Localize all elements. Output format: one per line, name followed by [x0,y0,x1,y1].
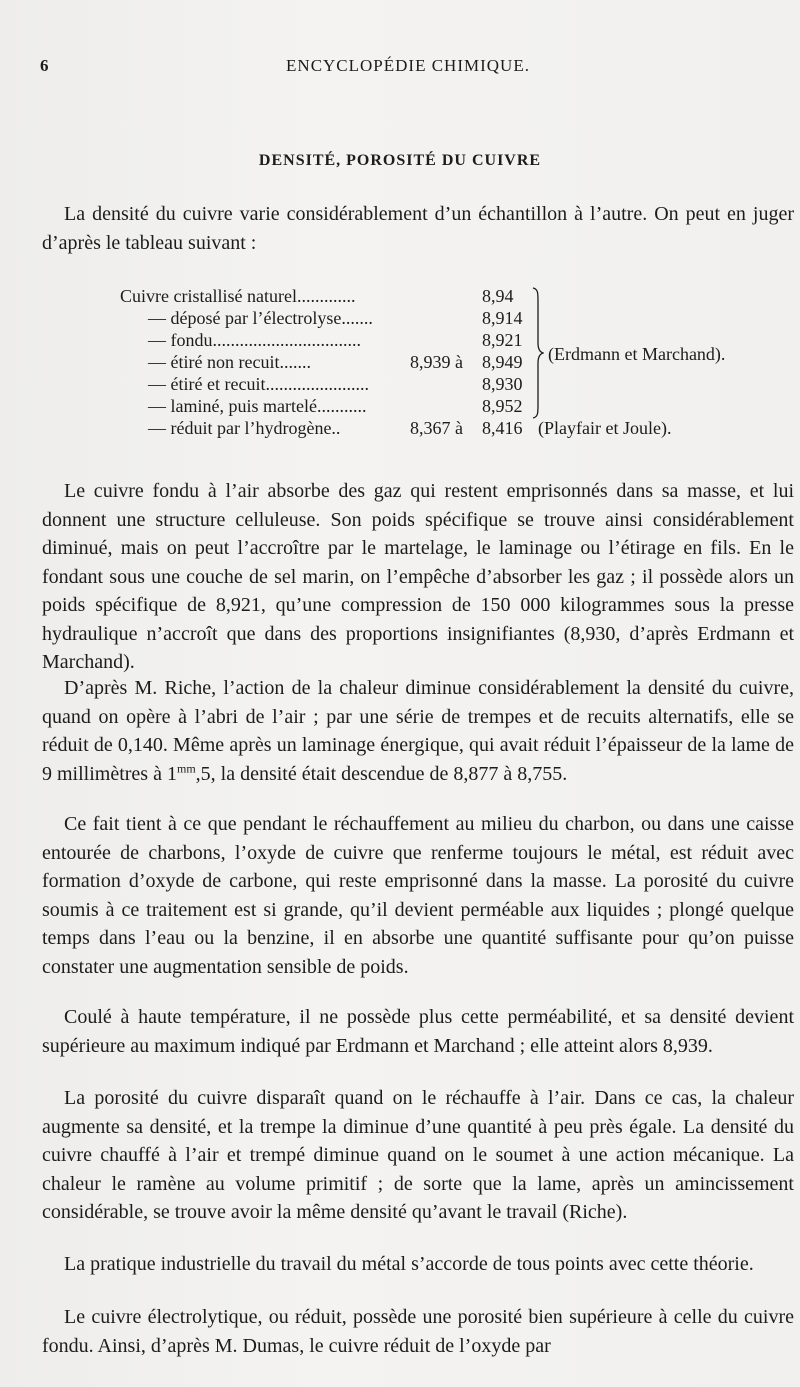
table-row [120,285,760,307]
paragraph-7 [42,1303,794,1360]
right-brace-icon [532,287,544,419]
table-row-value: 8,416 [482,418,523,438]
table-row-label: Cuivre cristallisé naturel............. [120,286,356,306]
table-row [120,373,760,395]
table-row-value: 8,930 [482,374,523,394]
paragraph-1-text: Le cuivre fondu à l’air absorbe des gaz qui restent emprisonnés dans sa masse, et lui donnent une structure celluleuse. Son poids spécifique se trouve ainsi considérablement diminué, mais on peut l’accroître par le martelage, le laminage ou l’étirage en fils. En le fondant sous une couche de sel marin, on l’empêche d’absorber les gaz ; il possède alors un poids spécifique de 8,921, qu’une compression de 150 000 kilogrammes sous la presse hydraulique n’accroît que dans des proportions insignifiantes (8,930, d’après Erdmann et Marchand). [42,480,794,673]
table-row-range: 8,367 à [410,418,463,438]
paragraph-4 [42,1003,794,1060]
page-number: 6 [40,56,49,75]
table-row-label: — déposé par l’électrolyse....... [148,308,373,328]
unit-superscript: mm [176,760,196,775]
page-header [40,56,776,80]
table-row-label: — étiré non recuit....... [148,352,311,372]
density-table [120,285,760,439]
table-row-value: 8,952 [482,396,523,416]
paragraph-5-text: La porosité du cuivre disparaît quand on le réchauffe à l’air. Dans ce cas, la chaleur augmente sa densité, et la trempe la diminue d’une quantité à peu près égale. La densité du cuivre chauffé à l’air et trempé diminue quand on le soumet à une action mécanique. La chaleur le ramène au volume primitif ; de sorte que la lame, après un amincissement considérable, se trouve avoir la même densité qu’avant le travail (Riche). [42,1087,794,1223]
section-title: DENSITÉ, POROSITÉ DU CUIVRE [258,152,542,169]
table-row-range: 8,939 à [410,352,463,372]
paragraph-2-text: D’après M. Riche, l’action de la chaleur diminue considérablement la densité du cuivre, quand on opère à l’abri de l’air ; par une série de trempes et de recuits alternatifs, elle se réduit de 0,140. Même après un laminage énergique, qui avait réduit l’épaisseur de la lame de 9 millimètres à 1 [42,677,794,785]
paragraph-4-text: Coulé à haute température, il ne possède plus cette perméabilité, et sa densité devient supérieure au maximum indiqué par Erdmann et Marchand ; elle atteint alors 8,939. [42,1006,794,1057]
intro-text: La densité du cuivre varie considérablement d’un échantillon à l’autre. On peut en juger d’après le tableau suivant : [42,203,794,254]
table-row-label: — fondu................................. [148,330,361,350]
paragraph-3 [42,810,794,981]
table-row [120,395,760,417]
paragraph-6 [42,1250,794,1279]
table-row-value: 8,921 [482,330,523,350]
paragraph-5 [42,1084,794,1227]
paragraph-3-text: Ce fait tient à ce que pendant le réchauffement au milieu du charbon, ou dans une caisse entourée de charbons, l’oxyde de cuivre que renferme toujours le métal, est réduit avec formation d’oxyde de carbone, qui reste emprisonné dans la masse. La porosité du cuivre soumis à ce traitement est si grande, qu’il devient perméable aux liquides ; plongé quelque temps dans l’eau ou la benzine, il en absorbe une quantité suffisante pour qu’on puisse constater une augmentation sensible de poids. [42,813,794,978]
paragraph-2 [42,674,794,788]
paragraph-1 [42,477,794,677]
table-row-value: 8,949 [482,352,523,372]
attribution-playfair-joule: (Playfair et Joule). [538,418,672,438]
table-row-value: 8,914 [482,308,523,328]
attribution-erdmann-marchand: (Erdmann et Marchand). [548,344,726,364]
table-row-label: — réduit par l’hydrogène.. [148,418,341,438]
paragraph-7-text: Le cuivre électrolytique, ou réduit, possède une porosité bien supérieure à celle du cuivre fondu. Ainsi, d’après M. Dumas, le cuivre réduit de l’oxyde par [42,1306,794,1357]
table-row-value: 8,94 [482,286,514,306]
paragraph-2-text-end: ,5, la densité était descendue de 8,877 à 8,755. [195,762,568,785]
table-row [120,307,760,329]
intro-paragraph [42,200,794,257]
paragraph-6-text: La pratique industrielle du travail du métal s’accorde de tous points avec cette théorie. [64,1253,754,1275]
table-row-label: — laminé, puis martelé........... [148,396,367,416]
table-row [120,417,760,439]
table-row-label: — étiré et recuit....................... [148,374,369,394]
running-title: ENCYCLOPÉDIE CHIMIQUE. [286,56,530,75]
